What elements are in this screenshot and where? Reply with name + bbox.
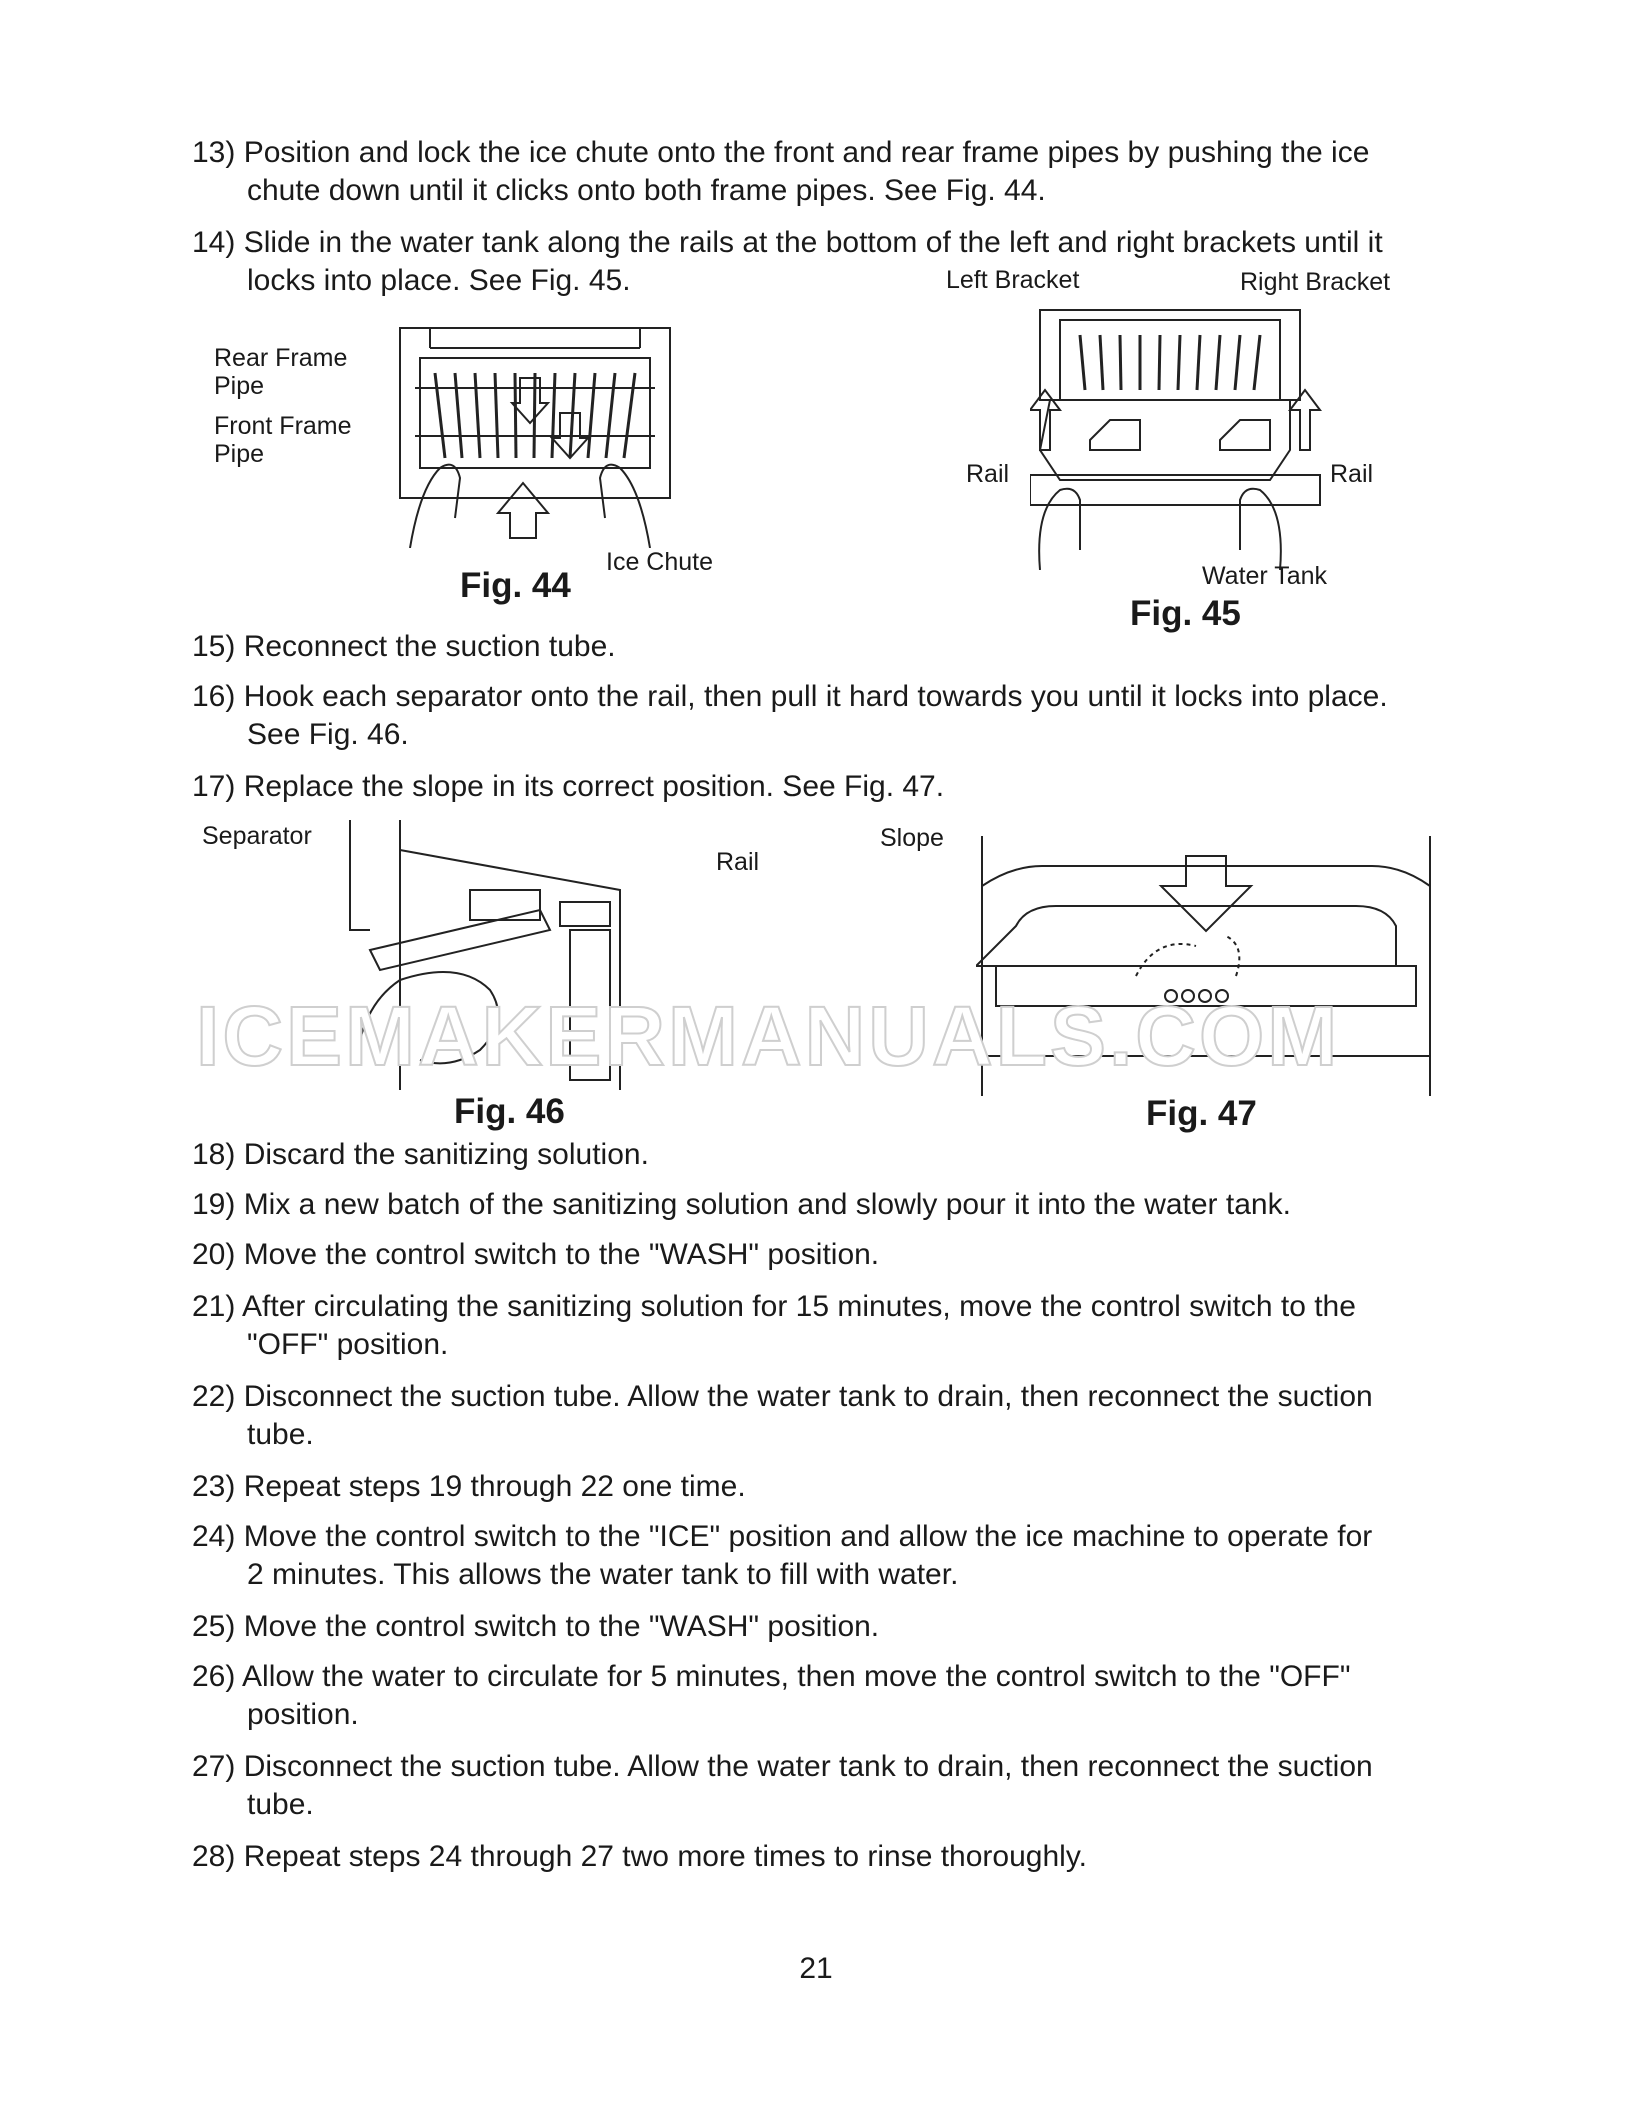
step-15-line1: 15) Reconnect the suction tube. [192,630,616,663]
fig44-caption: Fig. 44 [460,566,571,605]
fig45-illustration [1030,300,1330,570]
step-13 [192,134,1462,210]
step-15 [192,628,1462,666]
step-22-line2: tube. [247,1418,314,1451]
page-number: 21 [799,1952,833,1985]
step-16-line2: See Fig. 46. [247,718,409,751]
fig45-label-rail-right: Rail [1330,460,1374,488]
step-28-line1: 28) Repeat steps 24 through 27 two more times to rinse thoroughly. [192,1840,1087,1873]
step-13-line1: 13) Position and lock the ice chute onto the front and rear frame pipes by pushing the ice [192,136,1370,169]
step-26-line2: position. [247,1698,359,1731]
step-23 [192,1468,1462,1506]
fig44-label-front-frame-pipe [214,412,352,468]
step-27-line1: 27) Disconnect the suction tube. Allow the water tank to drain, then reconnect the suction [192,1750,1373,1783]
step-21-line2: "OFF" position. [247,1328,449,1361]
step-18-line1: 18) Discard the sanitizing solution. [192,1138,649,1171]
fig44-label-rear-frame-pipe [214,344,347,400]
step-16-line1: 16) Hook each separator onto the rail, then pull it hard towards you until it locks into place. [192,680,1388,713]
fig45-label-rail-left: Rail [966,460,1010,488]
step-19 [192,1186,1462,1224]
fig47-caption: Fig. 47 [1146,1094,1257,1133]
rear-frame-pipe-label: Rear Frame Pipe [214,344,348,400]
step-18 [192,1136,1462,1174]
step-21-line1: 21) After circulating the sanitizing solution for 15 minutes, move the control switch to the [192,1290,1356,1323]
step-14-line1: 14) Slide in the water tank along the rails at the bottom of the left and right brackets until it [192,226,1383,259]
fig46-caption: Fig. 46 [454,1092,565,1131]
fig45-caption: Fig. 45 [1130,594,1241,633]
step-25 [192,1608,1462,1646]
step-24-line2: 2 minutes. This allows the water tank to fill with water. [247,1558,959,1591]
step-28 [192,1838,1462,1876]
watermark: ICEMAKERMANUALS.COM [196,989,1341,1083]
fig45-label-water-tank: Water Tank [1202,562,1328,590]
step-24-line1: 24) Move the control switch to the "ICE" position and allow the ice machine to operate for [192,1520,1373,1553]
step-26 [192,1658,1462,1734]
fig46-label-separator: Separator [202,822,312,850]
fig46-label-rail: Rail [716,848,760,876]
step-27 [192,1748,1462,1824]
step-17-line1: 17) Replace the slope in its correct position. See Fig. 47. [192,770,945,803]
step-23-line1: 23) Repeat steps 19 through 22 one time. [192,1470,746,1503]
step-17 [192,768,1462,806]
fig44-label-ice-chute: Ice Chute [606,548,714,576]
step-22 [192,1378,1462,1454]
step-16 [192,678,1462,754]
step-13-line2: chute down until it clicks onto both frame pipes. See Fig. 44. [247,174,1046,207]
step-26-line1: 26) Allow the water to circulate for 5 minutes, then move the control switch to the "OFF" [192,1660,1351,1693]
fig45-label-left-bracket: Left Bracket [946,266,1080,294]
step-25-line1: 25) Move the control switch to the "WASH" position. [192,1610,880,1643]
step-21 [192,1288,1462,1364]
step-14-line2: locks into place. See Fig. 45. [247,264,631,297]
step-24 [192,1518,1462,1594]
step-20-line1: 20) Move the control switch to the "WASH" position. [192,1238,880,1271]
front-frame-pipe-label: Front Frame Pipe [214,412,352,468]
step-27-line2: tube. [247,1788,314,1821]
fig47-label-slope: Slope [880,824,944,852]
fig45-label-right-bracket: Right Bracket [1240,268,1391,296]
step-20 [192,1236,1462,1274]
step-22-line1: 22) Disconnect the suction tube. Allow the water tank to drain, then reconnect the suction [192,1380,1373,1413]
fig44-illustration [390,318,690,548]
step-19-line1: 19) Mix a new batch of the sanitizing solution and slowly pour it into the water tank. [192,1188,1291,1221]
